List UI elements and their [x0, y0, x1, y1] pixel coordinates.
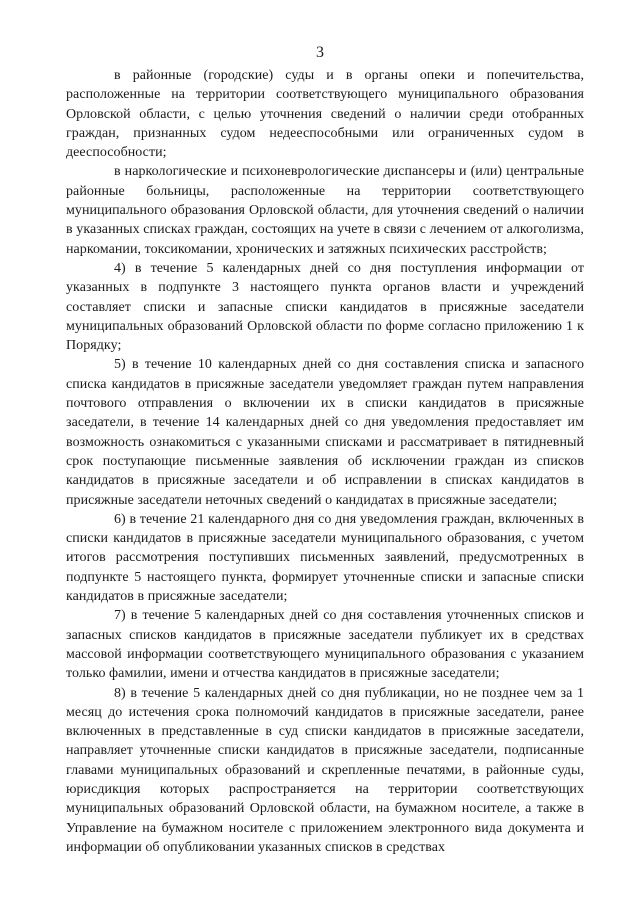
- page-number: 3: [316, 44, 324, 61]
- paragraph-item-8: 8) в течение 5 календарных дней со дня публикации, но не позднее чем за 1 месяц до истечения срока полномочий кандидатов в присяжные заседатели, ранее включенных в представленные в суд списки кандидатов в присяжные заседатели, направляет уточненные списки кандидатов в присяжные заседатели, подписанные главами муниципальных образований и скрепленные печатями, в районные суды, юрисдикция которых распространяется на территории соответствующих муниципальных образований Орловской области, на бумажном носителе, а также в Управление на бумажном носителе с приложением электронного вида документа и информации об опубликовании указанных списков в средствах: [66, 685, 584, 855]
- paragraph-item-4: 4) в течение 5 календарных дней со дня поступления информации от указанных в подпункте 3 настоящего пункта органов власти и учреждений составляет списки и запасные списки кандидатов в присяжные заседатели муниципальных образований Орловской области по форме согласно приложению 1 к Порядку;: [66, 260, 584, 354]
- paragraph-courts-guardianship: в районные (городские) суды и в органы опеки и попечительства, расположенные на территории соответствующего муниципального образования Орловской области, с целью уточнения сведений о наличии среди отобранных граждан, признанных судом недееспособными или ограниченных судом в дееспособности;: [66, 68, 584, 161]
- paragraph-item-7: 7) в течение 5 календарных дней со дня составления уточненных списков и запасных списков кандидатов в присяжные заседатели публикует их в средствах массовой информации соответствующего муниципального образования с указанием только фамилии, имени и отчества кандидатов в присяжные заседатели;: [66, 608, 584, 682]
- paragraph-item-6: 6) в течение 21 календарного дня со дня уведомления граждан, включенных в списки кандидатов в присяжные заседатели муниципального образования, с учетом итогов рассмотрения поступивших письменных заявлений, предусмотренных в подпункте 5 настоящего пункта, формирует уточненные списки и запасные списки кандидатов в присяжные заседатели;: [66, 511, 584, 605]
- document-body: [66, 66, 584, 857]
- paragraph-item-5: 5) в течение 10 календарных дней со дня составления списка и запасного списка кандидатов в присяжные заседатели уведомляет граждан путем направления почтового отправления о включении их в списки кандидатов в присяжные заседатели, в течение 14 календарных дней со дня уведомления предоставляет им возможность ознакомиться с указанными списками и рассматривает в пятидневный срок поступающие письменные заявления об исключении граждан из списков кандидатов в присяжные заседатели и об исправлении в списках кандидатов в присяжные заседатели неточных сведений о кандидатах в присяжные заседатели;: [66, 357, 584, 508]
- paragraph-dispensaries: в наркологические и психоневрологические диспансеры и (или) центральные районные больницы, расположенные на территории соответствующего муниципального образования Орловской области, для уточнения сведений о наличии в указанных списках граждан, состоящих на учете в связи с лечением от алкоголизма, наркомании, токсикомании, хронических и затяжных психических расстройств;: [66, 164, 584, 257]
